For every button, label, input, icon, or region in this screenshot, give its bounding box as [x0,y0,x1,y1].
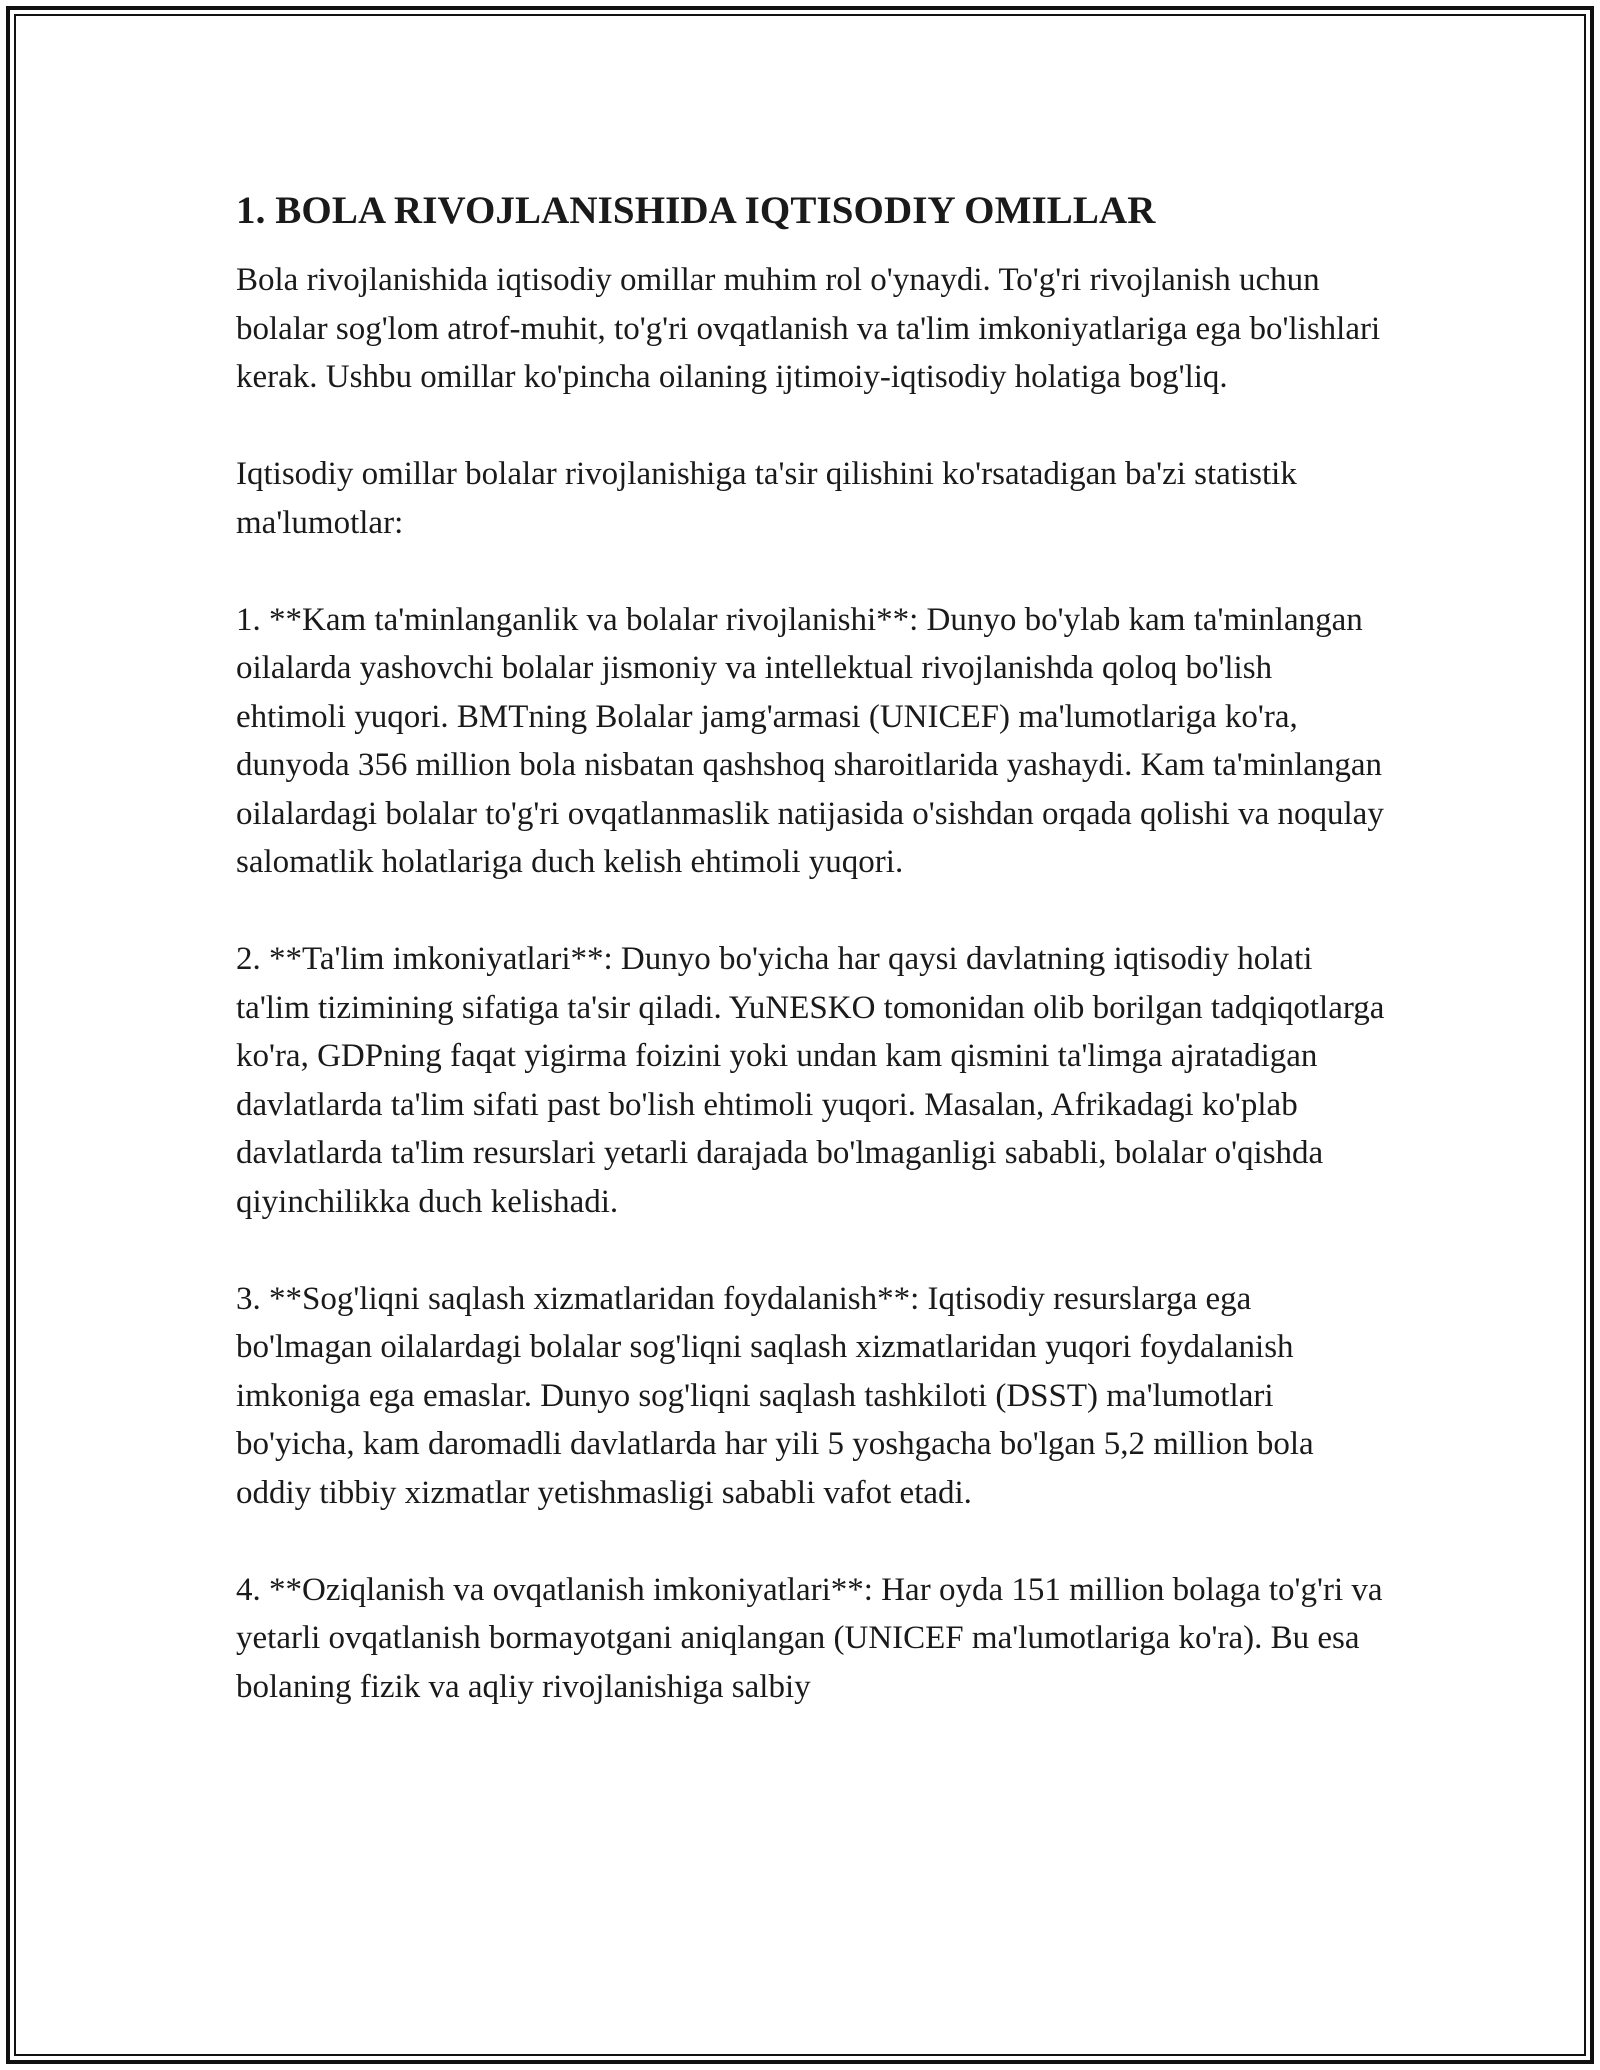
intro-paragraph: Bola rivojlanishida iqtisodiy omillar muhim rol o'ynaydi. To'g'ri rivojlanish uchun bolalar sog'lom atrof-muhit, to'g'ri ovqatlanish va ta'lim imkoniyatlariga ega bo'lishlari kerak. Ushbu omillar ko'pincha oilaning ijtimoiy-iqtisodiy holatiga bog'liq. [236,262,1381,395]
section-heading: 1. BOLA RIVOJLANISHIDA IQTISODIY OMILLAR [236,189,1156,232]
document-body [236,186,1386,1760]
list-item-1: 1. **Kam ta'minlanganlik va bolalar rivojlanishi**: Dunyo bo'ylab kam ta'minlangan oilalarda yashovchi bolalar jismoniy va intellektual rivojlanishda qoloq bo'lish ehtimoli yuqori. BMTning Bolalar jamg'armasi (UNICEF) ma'lumotlariga ko'ra, dunyoda 356 million bola nisbatan qashshoq sharoitlarida yashaydi. Kam ta'minlangan oilalardagi bolalar to'g'ri ovqatlanmaslik natijasida o'sishdan orqada qolishi va noqulay salomatlik holatlariga duch kelish ehtimoli yuqori. [236,601,1384,880]
lead-paragraph: Iqtisodiy omillar bolalar rivojlanishiga ta'sir qilishini ko'rsatadigan ba'zi statistik ma'lumotlar: [236,456,1297,541]
list-item-3: 3. **Sog'liqni saqlash xizmatlaridan foydalanish**: Iqtisodiy resurslarga ega bo'lmagan oilalardagi bolalar sog'liqni saqlash xizmatlaridan yuqori foydalanish imkoniga ega emaslar. Dunyo sog'liqni saqlash tashkiloti (DSST) ma'lumotlari bo'yicha, kam daromadli davlatlarda har yili 5 yoshgacha bo'lgan 5,2 million bola oddiy tibbiy xizmatlar yetishmasligi sababli vafot etadi. [236,1280,1314,1511]
list-item-2: 2. **Ta'lim imkoniyatlari**: Dunyo bo'yicha har qaysi davlatning iqtisodiy holati ta'lim tizimining sifatiga ta'sir qiladi. YuNESKO tomonidan olib borilgan tadqiqotlarga ko'ra, GDPning faqat yigirma foizini yoki undan kam qismini ta'limga ajratadigan davlatlarda ta'lim sifati past bo'lish ehtimoli yuqori. Masalan, Afrikadagi ko'plab davlatlarda ta'lim resurslari yetarli darajada bo'lmaganligi sababli, bolalar o'qishda qiyinchilikka duch kelishadi. [236,941,1385,1220]
list-item-4: 4. **Oziqlanish va ovqatlanish imkoniyatlari**: Har oyda 151 million bolaga to'g'ri va yetarli ovqatlanish bormayotgani aniqlangan (UNICEF ma'lumotlariga ko'ra). Bu esa bolaning fizik va aqliy rivojlanishiga salbiy [236,1571,1383,1705]
